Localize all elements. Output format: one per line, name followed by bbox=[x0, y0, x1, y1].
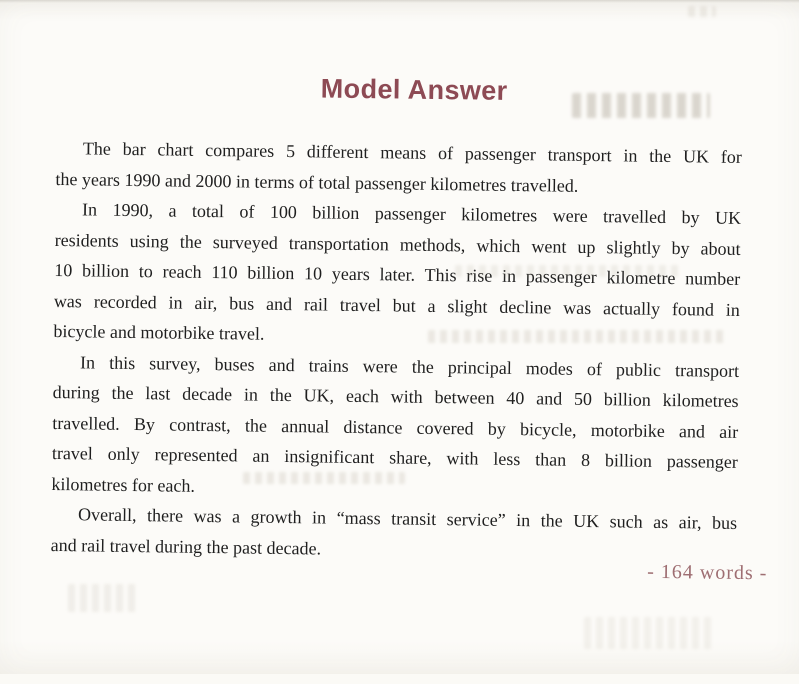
text-line: was recorded in air, bus and rail travel but a slight decline was actually found in bbox=[53, 290, 740, 320]
answer-body bbox=[51, 133, 743, 569]
text-line: The bar chart compares 5 different means of passenger transport in the UK for bbox=[82, 138, 742, 167]
text-line: residents using the surveyed transportation methods, which went up slightly by about bbox=[54, 229, 741, 259]
text-line: In 1990, a total of 100 billion passenger kilometres were travelled by UK bbox=[81, 199, 742, 228]
text-line: kilometres for each. bbox=[51, 473, 196, 496]
text-line: travelled. By contrast, the annual distance covered by bicycle, motorbike and air bbox=[52, 412, 739, 442]
text-line: 10 billion to reach 110 billion 10 years later. This rise in passenger kilometre number bbox=[54, 259, 741, 289]
text-line: the years 1990 and 2000 in terms of total passenger kilometres travelled. bbox=[55, 168, 579, 196]
text-line: In this survey, buses and trains were the principal modes of public transport bbox=[79, 351, 740, 381]
text-line: during the last decade in the UK, each with between 40 and 50 billion kilometres bbox=[52, 381, 739, 411]
bleed-through-artifact bbox=[455, 265, 680, 277]
text-line: travel only represented an insignificant share, with less than 8 billion passenger bbox=[51, 442, 738, 472]
bleed-through-artifact bbox=[572, 93, 710, 118]
word-count: - 164 words - bbox=[647, 560, 768, 585]
bleed-through-artifact bbox=[584, 617, 716, 649]
bleed-through-artifact bbox=[243, 472, 405, 484]
text-line: and rail travel during the past decade. bbox=[50, 534, 322, 558]
paragraph bbox=[55, 133, 742, 203]
text-line: bicycle and motorbike travel. bbox=[53, 320, 265, 344]
bleed-through-artifact bbox=[688, 6, 716, 17]
text-line: Overall, there was a growth in “mass transit service” in the UK such as air, bus bbox=[77, 504, 738, 533]
bleed-through-artifact bbox=[428, 330, 726, 343]
bleed-through-artifact bbox=[68, 584, 140, 612]
page-title: Model Answer bbox=[320, 73, 508, 106]
paragraph bbox=[51, 499, 738, 569]
